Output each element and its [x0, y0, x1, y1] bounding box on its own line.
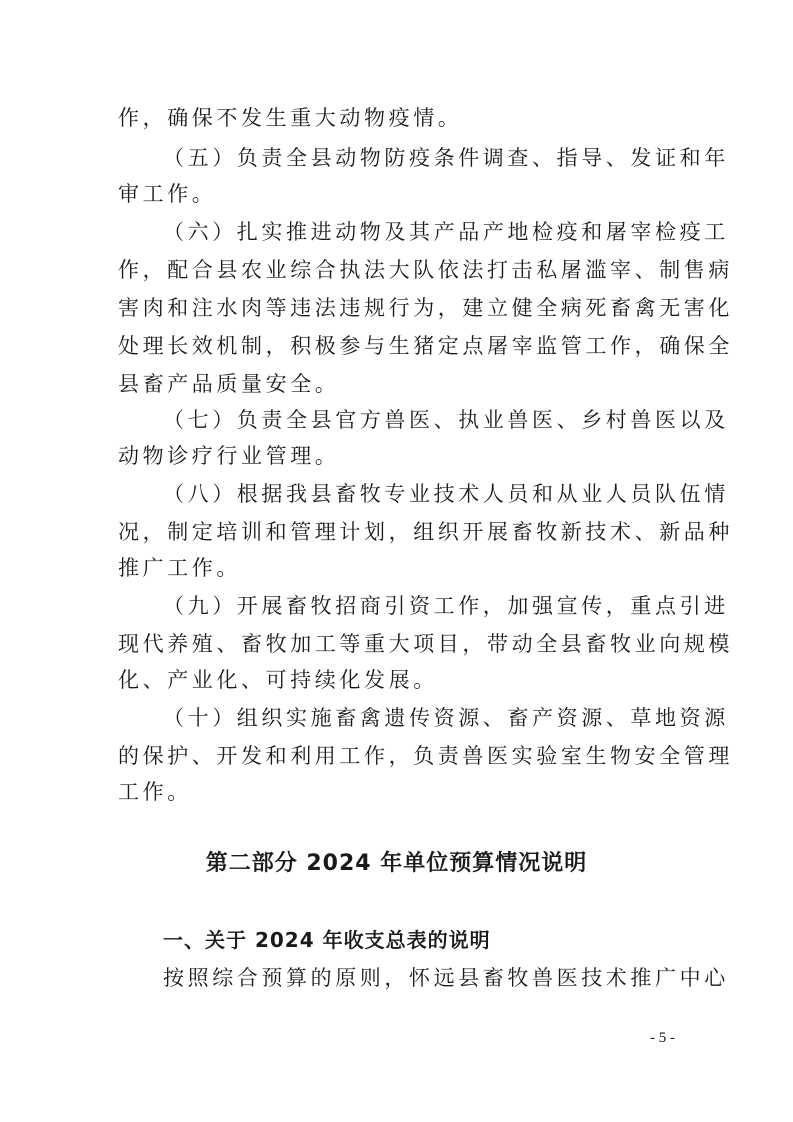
body-line: （八）根据我县畜牧专业技术人员和从业人员队伍情	[163, 482, 729, 506]
body-line: 化、产业化、可持续化发展。	[118, 668, 438, 692]
subsection-title: 一、关于 2024 年收支总表的说明	[163, 928, 491, 952]
body-line: 推广工作。	[118, 556, 241, 580]
body-line: 的保护、开发和利用工作，负责兽医实验室生物安全管理	[118, 744, 733, 768]
body-line: （五）负责全县动物防疫条件调查、指导、发证和年	[163, 146, 729, 170]
body-line: 县畜产品质量安全。	[118, 372, 340, 396]
body-line: 作，确保不发生重大动物疫情。	[118, 106, 463, 130]
section-title: 第二部分 2024 年单位预算情况说明	[205, 851, 588, 876]
body-line: 按照综合预算的原则，怀远县畜牧兽医技术推广中心	[163, 966, 729, 990]
body-line: （九）开展畜牧招商引资工作，加强宣传，重点引进	[163, 594, 729, 618]
body-line: （七）负责全县官方兽医、执业兽医、乡村兽医以及	[163, 408, 729, 432]
body-line: 审工作。	[118, 182, 217, 206]
body-line: （六）扎实推进动物及其产品产地检疫和屠宰检疫工	[163, 220, 729, 244]
body-line: （十）组织实施畜禽遗传资源、畜产资源、草地资源	[163, 706, 729, 730]
body-line: 害肉和注水肉等违法违规行为，建立健全病死畜禽无害化	[118, 296, 733, 320]
body-line: 现代养殖、畜牧加工等重大项目，带动全县畜牧业向规模	[118, 632, 733, 656]
body-line: 动物诊疗行业管理。	[118, 444, 340, 468]
body-line: 处理长效机制，积极参与生猪定点屠宰监管工作，确保全	[118, 334, 733, 358]
page-number: - 5 -	[650, 1030, 675, 1046]
body-line: 工作。	[118, 780, 192, 804]
body-line: 作，配合县农业综合执法大队依法打击私屠滥宰、制售病	[118, 258, 733, 282]
body-line: 况，制定培训和管理计划，组织开展畜牧新技术、新品种	[118, 520, 733, 544]
